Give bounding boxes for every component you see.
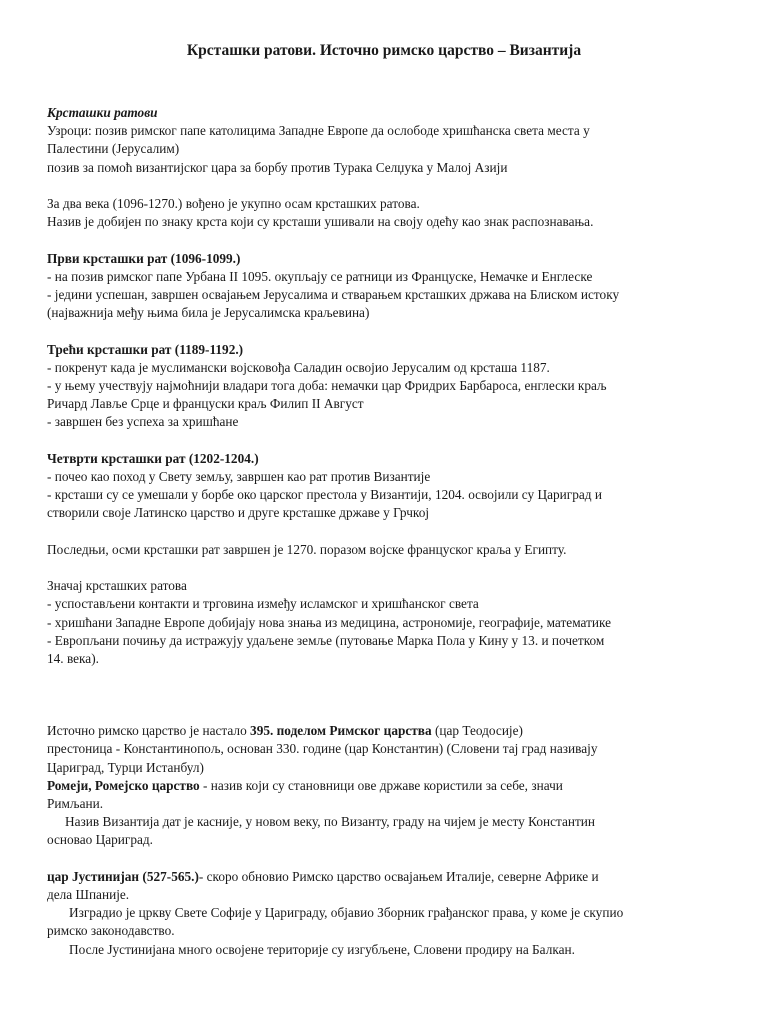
paragraph-line: Последњи, осми крсташки рат завршен је 1270. поразом војске француског краља у Египту. bbox=[47, 541, 567, 557]
section-heading-fourth-crusade: Четврти крсташки рат (1202-1204.) bbox=[47, 450, 259, 466]
text-span: Источно римско царство је настало bbox=[47, 723, 251, 739]
paragraph-line: Назив је добијен по знаку крста који су крсташи ушивали на своју одећу као знак распознавања. bbox=[47, 214, 594, 230]
section-heading-third-crusade: Трећи крсташки рат (1189-1192.) bbox=[47, 341, 244, 357]
bold-text-span: 395. поделом Римског царства bbox=[250, 723, 432, 739]
section-heading-first-crusade: Први крсташки рат (1096-1099.) bbox=[47, 250, 241, 266]
paragraph-line bbox=[47, 777, 737, 795]
paragraph-line: створили своје Латинско царство и друге крсташке државе у Грчкој bbox=[47, 505, 430, 521]
page-title: Крсташки ратови. Источно римско царство – Византија bbox=[186, 42, 582, 59]
paragraph-line: Цариград, Турци Истанбул) bbox=[47, 759, 204, 775]
paragraph-line: Назив Византија дат је касније, у новом веку, по Византу, граду на чијем је месту Константин bbox=[65, 814, 596, 830]
paragraph-line: - једини успешан, завршен освајањем Јерусалима и стварањем крсташких држава на Блиском истоку bbox=[47, 287, 620, 302]
blank-line bbox=[47, 559, 737, 577]
paragraph-line: престоница - Константинопољ, основан 330. године (цар Константин) (Словени тај град називају bbox=[47, 741, 598, 757]
document-body bbox=[47, 104, 737, 959]
paragraph-line: - покренут када је муслимански војсковођа Саладин освојио Јерусалим од крсташа 1187. bbox=[47, 359, 550, 375]
paragraph-line: Палестини (Јерусалим) bbox=[47, 141, 180, 157]
paragraph-line: позив за помоћ византијског цара за борбу против Турака Селџука у Малој Азији bbox=[47, 159, 508, 175]
paragraph-line: За два века (1096-1270.) вођено је укупно осам крсташких ратова. bbox=[47, 196, 420, 211]
blank-line bbox=[47, 850, 737, 868]
paragraph-line: Ричард Лавље Срце и француски краљ Филип II Август bbox=[47, 396, 364, 412]
blank-line bbox=[47, 231, 737, 249]
paragraph-line: - успостављени контакти и трговина између исламског и хришћанског света bbox=[47, 596, 479, 612]
paragraph-line: - хришћани Западне Европе добијају нова знања из медицина, астрономије, географије, математике bbox=[47, 614, 612, 630]
paragraph-line: - у њему учествују најмоћнији владари тога доба: немачки цар Фридрих Барбароса, енглески краљ bbox=[47, 378, 607, 393]
paragraph-line: Изградио је цркву Свете Софије у Цариграду, објавио Зборник грађанског права, у коме је скупио bbox=[69, 905, 624, 921]
paragraph-line: Узроци: позив римског папе католицима Западне Европе да ослободе хришћанска света места у bbox=[47, 123, 590, 139]
paragraph-line: - завршен без успеха за хришћане bbox=[47, 414, 239, 430]
paragraph-line: После Јустинијана много освојене територије су изгубљене, Словени продиру на Балкан. bbox=[69, 941, 575, 957]
section-heading-crusades: Крсташки ратови bbox=[47, 105, 158, 120]
text-span: - назив који су становници ове државе користили за себе, значи bbox=[199, 777, 563, 793]
paragraph-line: (најважнија међу њима била је Јерусалимска краљевина) bbox=[47, 305, 370, 321]
paragraph-line: Римљани. bbox=[47, 796, 104, 812]
paragraph-line: римско законодавство. bbox=[47, 923, 175, 939]
blank-line bbox=[47, 432, 737, 450]
blank-line bbox=[47, 322, 737, 340]
text-span: - скоро обновио Римско царство освајањем Италије, северне Африке и bbox=[198, 868, 599, 884]
section-heading-significance: Значај крсташких ратова bbox=[47, 578, 187, 594]
paragraph-line bbox=[47, 868, 737, 886]
blank-space bbox=[47, 668, 737, 722]
text-span: (цар Теодосије) bbox=[431, 723, 523, 739]
paragraph-line: дела Шпаније. bbox=[47, 887, 130, 903]
paragraph-line: - почео као поход у Свету земљу, завршен као рат против Византије bbox=[47, 469, 431, 484]
paragraph-line: 14. века). bbox=[47, 651, 99, 666]
paragraph-line: - Европљани почињу да истражују удаљене земље (путовање Марка Пола у Кину у 13. и почетком bbox=[47, 632, 605, 648]
paragraph-line bbox=[47, 722, 737, 740]
bold-text-span: цар Јустинијан (527-565.) bbox=[47, 868, 199, 884]
blank-line bbox=[47, 523, 737, 541]
paragraph-line: основао Цариград. bbox=[47, 832, 153, 848]
bold-text-span: Ромеји, Ромејско царство bbox=[47, 777, 200, 793]
blank-line bbox=[47, 177, 737, 195]
paragraph-line: - крсташи су се умешали у борбе око царског престола у Византији, 1204. освојили су Цариград и bbox=[47, 487, 602, 503]
paragraph-line: - на позив римског папе Урбана II 1095. окупљају се ратници из Француске, Немачке и Енглеске bbox=[47, 268, 593, 284]
